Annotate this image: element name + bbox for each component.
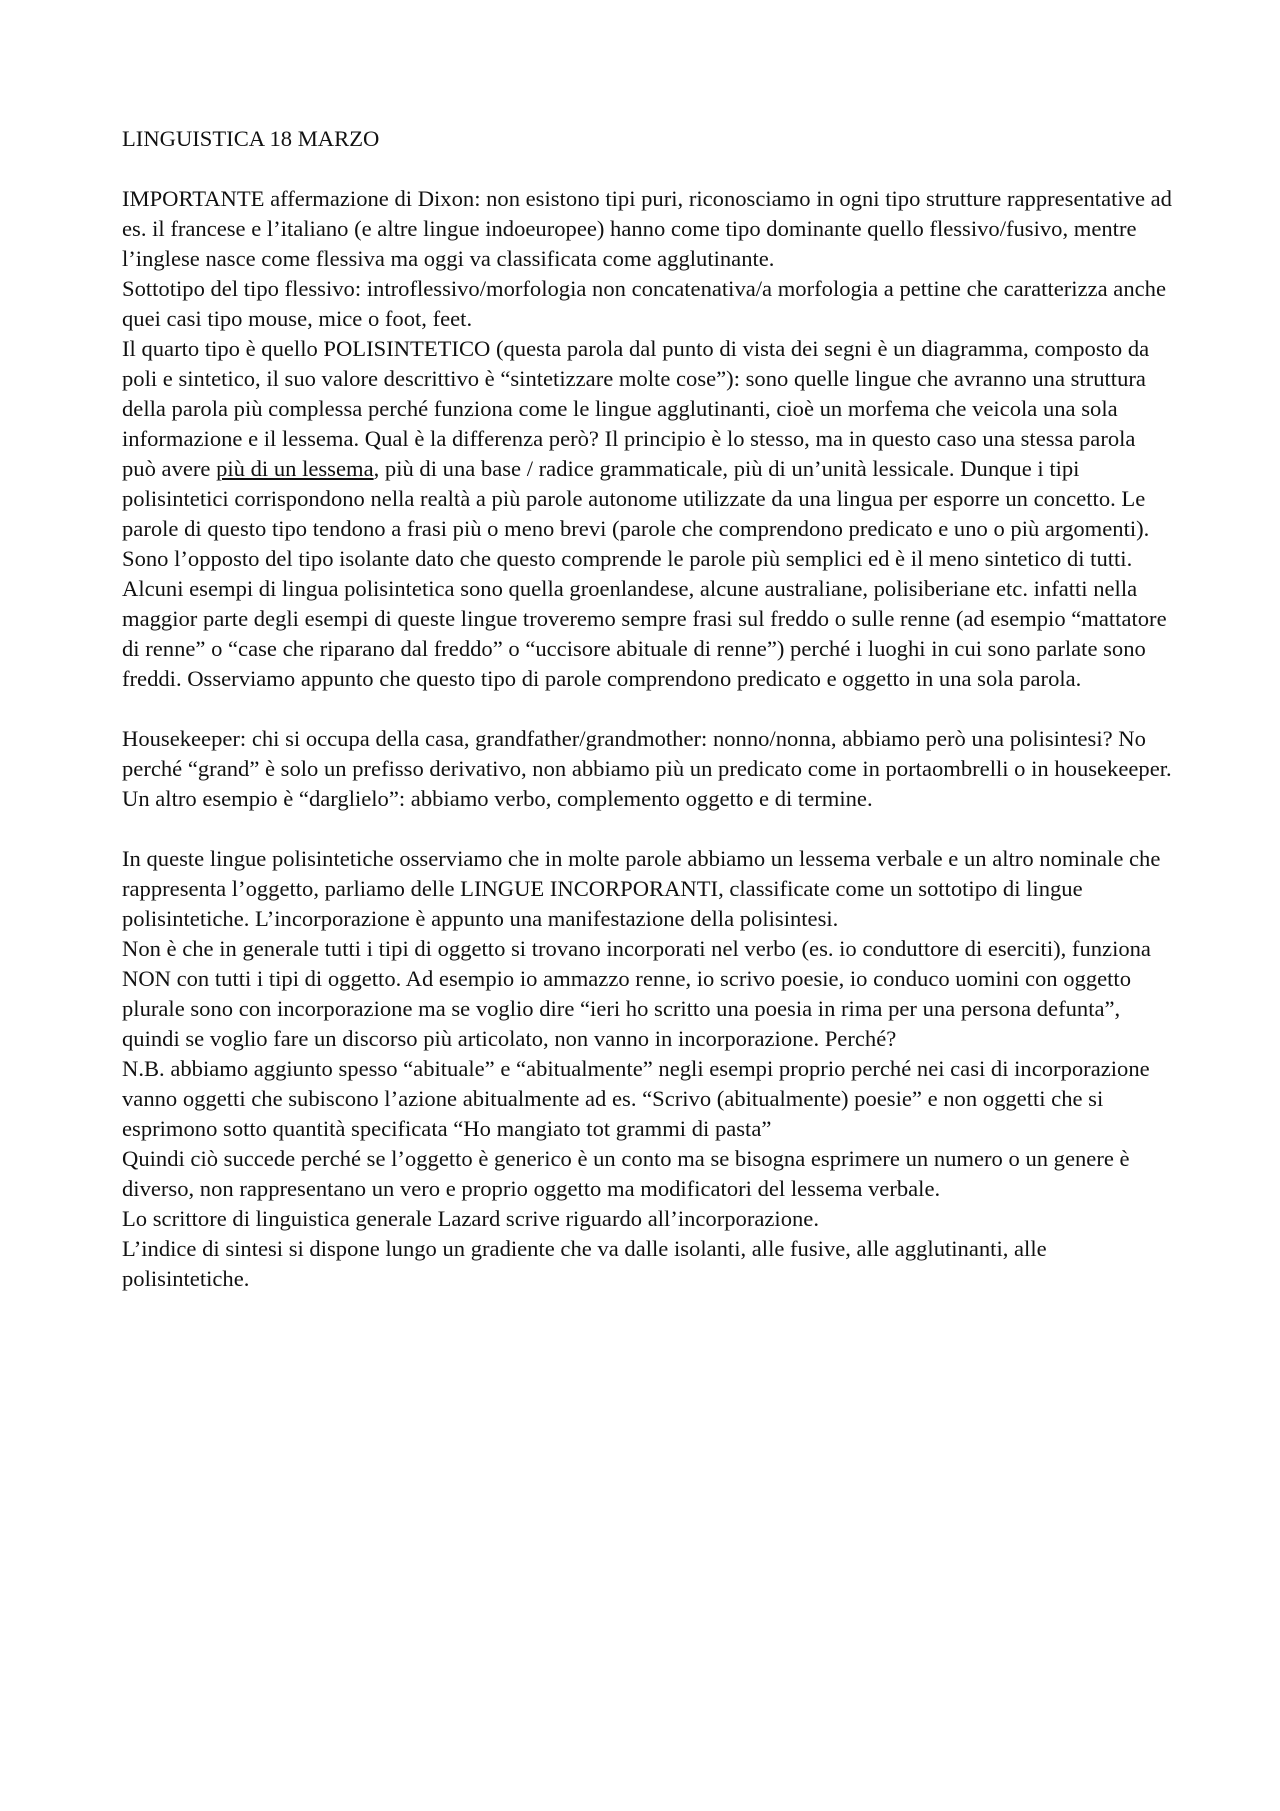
paragraph-polisintetico-after: , più di una base / radice grammaticale, più di un’unità lessicale. Dunque i tipi polisintetici corrispondono nella realtà a più parole autonome utilizzate da una lingua per esporre un concetto. Le parole di questo tipo tendono a frasi più o meno brevi (parole che comprendono predicato e uno o più argomenti). [122,456,1150,541]
paragraph-dixon: IMPORTANTE affermazione di Dixon: non esistono tipi puri, riconosciamo in ogni tipo strutture rappresentative ad es. il francese e l’italiano (e altre lingue indoeuropee) hanno come tipo dominante quello flessivo/fusivo, mentre l’inglese nasce come flessiva ma oggi va classificata come agglutinante. [122,186,1172,271]
paragraph-polisintetico [122,334,1172,544]
paragraph-lazard: Lo scrittore di linguistica generale Lazard scrive riguardo all’incorporazione. [122,1206,819,1231]
paragraph-housekeeper: Housekeeper: chi si occupa della casa, grandfather/grandmother: nonno/nonna, abbiamo però una polisintesi? No perché “grand” è solo un prefisso derivativo, non abbiamo più un predicato come in portaombrelli o in housekeeper. [122,726,1172,781]
paragraph-sottotipo: Sottotipo del tipo flessivo: introflessivo/morfologia non concatenativa/a morfologia a pettine che caratterizza anche quei casi tipo mouse, mice o foot, feet. [122,276,1166,331]
paragraph-nb: N.B. abbiamo aggiunto spesso “abituale” e “abitualmente” negli esempi proprio perché nei casi di incorporazione vanno oggetti che subiscono l’azione abitualmente ad es. “Scrivo (abitualmente) poesie” e non oggetti che si esprimono sotto quantità specificata “Ho mangiato tot grammi di pasta” [122,1056,1150,1141]
paragraph-opposto: Sono l’opposto del tipo isolante dato che questo comprende le parole più semplici ed è il meno sintetico di tutti. [122,546,1133,571]
paragraph-esempi: Alcuni esempi di lingua polisintetica sono quella groenlandese, alcune australiane, polisiberiane etc. infatti nella maggior parte degli esempi di queste lingue troveremo sempre frasi sul freddo o sulle renne (ad esempio “mattatore di renne” o “case che riparano dal freddo” o “uccisore abituale di renne”) perché i luoghi in cui sono parlate sono freddi. Osserviamo appunto che questo tipo di parole comprendono predicato e oggetto in una sola parola. [122,576,1167,691]
paragraph-incorporanti: In queste lingue polisintetiche osserviamo che in molte parole abbiamo un lessema verbale e un altro nominale che rappresenta l’oggetto, parliamo delle LINGUE INCORPORANTI, classificate come un sottotipo di lingue polisintetiche. L’incorporazione è appunto una manifestazione della polisintesi. [122,846,1161,931]
paragraph-oggetto: Non è che in generale tutti i tipi di oggetto si trovano incorporati nel verbo (es. io conduttore di eserciti), funziona NON con tutti i tipi di oggetto. Ad esempio io ammazzo renne, io scrivo poesie, io conduco uomini con oggetto plurale sono con incorporazione ma se voglio dire “ieri ho scritto una poesia in rima per una persona defunta”, quindi se voglio fare un discorso più articolato, non vanno in incorporazione. Perché? [122,936,1151,1051]
paragraph-quindi: Quindi ciò succede perché se l’oggetto è generico è un conto ma se bisogna esprimere un numero o un genere è diverso, non rappresentano un vero e proprio oggetto ma modificatori del lessema verbale. [122,1146,1130,1201]
document-body [122,124,1172,1294]
underlined-phrase: più di un lessema [216,456,374,481]
paragraph-indice: L’indice di sintesi si dispone lungo un gradiente che va dalle isolanti, alle fusive, alle agglutinanti, alle polisintetiche. [122,1236,1047,1291]
paragraph-polisintetico-before: Il quarto tipo è quello POLISINTETICO (questa parola dal punto di vista dei segni è un diagramma, composto da poli e sintetico, il suo valore descrittivo è “sintetizzare molte cose”): sono quelle lingue che avranno una struttura della parola più complessa perché funziona come le lingue agglutinanti, cioè un morfema che veicola una sola informazione e il lessema. Qual è la differenza però? Il principio è lo stesso, ma in questo caso una stessa parola può avere [122,336,1150,481]
document-title: LINGUISTICA 18 MARZO [122,126,380,151]
paragraph-darglielo: Un altro esempio è “darglielo”: abbiamo verbo, complemento oggetto e di termine. [122,786,873,811]
